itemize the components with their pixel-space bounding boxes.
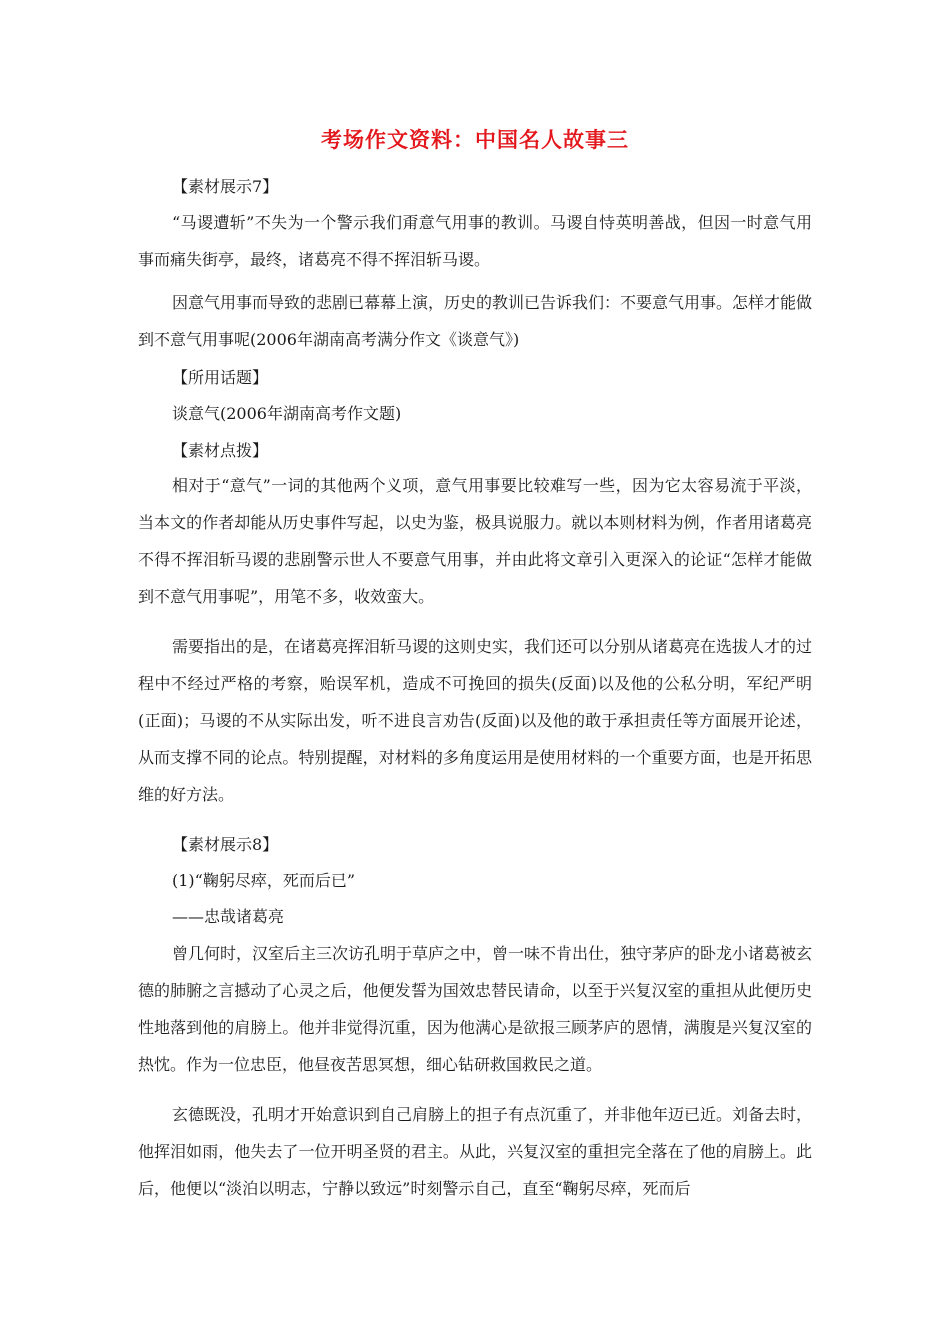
section-heading: 【素材展示8】 (172, 835, 279, 854)
paragraph: (1)“鞠躬尽瘁，死而后已” (172, 871, 356, 890)
paragraph: 玄德既没，孔明才开始意识到自己肩膀上的担子有点沉重了，并非他年迈已近。刘备去时，他挥泪如雨，他失去了一位开明圣贤的君主。从此，兴复汉室的重担完全落在了他的肩膀上。此后，他便以“淡泊以明志，宁静以致远”时刻警示自己，直至“鞠躬尽瘁，死而后 (138, 1105, 813, 1198)
paragraph: “马谡遭斩”不失为一个警示我们甭意气用事的教训。马谡自恃英明善战，但因一时意气用事而痛失街亭，最终，诸葛亮不得不挥泪斩马谡。 (138, 213, 812, 269)
document-title: 考场作文资料：中国名人故事三 (321, 127, 629, 152)
paragraph: 相对于“意气”一词的其他两个义项，意气用事要比较难写一些，因为它太容易流于平淡，当本文的作者却能从历史事件写起，以史为鉴，极具说服力。就以本则材料为例，作者用诸葛亮不得不挥泪斩马谡的悲剧警示世人不要意气用事，并由此将文章引入更深入的论证“怎样才能做到不意气用事呢”，用笔不多，收效蛮大。 (138, 476, 812, 606)
paragraph: 曾几何时，汉室后主三次访孔明于草庐之中，曾一味不肯出仕，独守茅庐的卧龙小诸葛被玄德的肺腑之言撼动了心灵之后，他便发誓为国效忠替民请命，以至于兴复汉室的重担从此便历史性地落到他的肩膀上。他并非觉得沉重，因为他满心是欲报三顾茅庐的恩情，满腹是兴复汉室的热忱。作为一位忠臣，他昼夜苦思冥想，细心钻研救国救民之道。 (138, 944, 813, 1074)
paragraph: 需要指出的是，在诸葛亮挥泪斩马谡的这则史实，我们还可以分别从诸葛亮在选拔人才的过程中不经过严格的考察，贻误军机，造成不可挽回的损失(反面)以及他的公私分明，军纪严明(正面)；马谡的不从实际出发，听不进良言劝告(反面)以及他的敢于承担责任等方面展开论述，从而支撑不同的论点。特别提醒，对材料的多角度运用是使用材料的一个重要方面，也是开拓思维的好方法。 (138, 637, 813, 804)
paragraph: ——忠哉诸葛亮 (172, 907, 285, 926)
paragraph: 因意气用事而导致的悲剧已幕幕上演，历史的教训已告诉我们：不要意气用事。怎样才能做到不意气用事呢(2006年湖南高考满分作文《谈意气》) (138, 293, 813, 349)
paragraph: 谈意气(2006年湖南高考作文题) (172, 404, 402, 423)
section-heading: 【所用话题】 (172, 368, 269, 387)
section-heading: 【素材展示7】 (172, 177, 279, 196)
section-heading: 【素材点拨】 (172, 441, 269, 460)
